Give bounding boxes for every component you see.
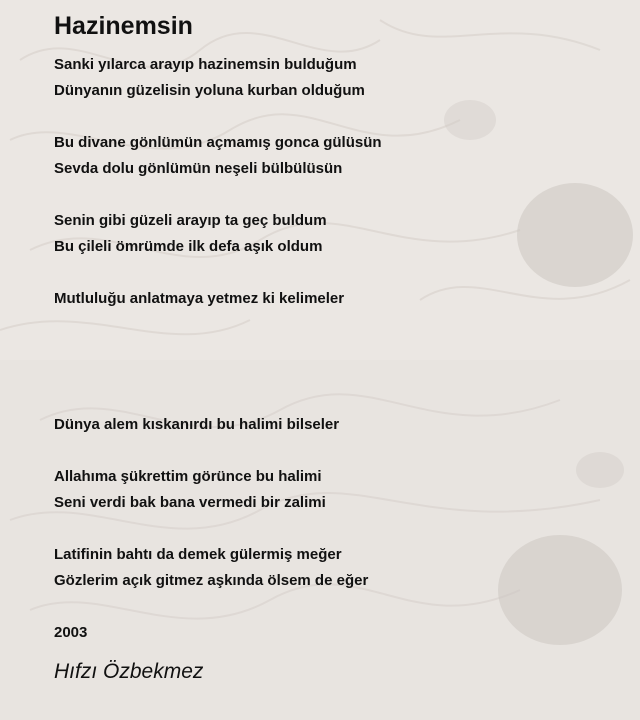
poem-line-9: Allahıma şükrettim görünce bu halimi <box>54 468 322 485</box>
poem-line-8: Dünya alem kıskanırdı bu halimi bilseler <box>54 416 340 433</box>
poem-line-12: Gözlerim açık gitmez aşkında ölsem de eğer <box>54 572 369 589</box>
poem-author: Hıfzı Özbekmez <box>54 660 204 683</box>
poem-line-10: Seni verdi bak bana vermedi bir zalimi <box>54 494 326 511</box>
poem-year: 2003 <box>54 624 88 641</box>
poem-line-4: Sevda dolu gönlümün neşeli bülbülüsün <box>54 160 343 177</box>
poem-line-7: Mutluluğu anlatmaya yetmez ki kelimeler <box>54 290 345 307</box>
poem-line-6: Bu çileli ömrümde ilk defa aşık oldum <box>54 238 323 255</box>
poem-line-11: Latifinin bahtı da demek gülermiş meğer <box>54 546 342 563</box>
poem-title: Hazinemsin <box>54 12 193 40</box>
poem-line-1: Sanki yılarca arayıp hazinemsin bulduğum <box>54 56 357 73</box>
poem-line-3: Bu divane gönlümün açmamış gonca gülüsün <box>54 134 382 151</box>
poem-line-2: Dünyanın güzelisin yoluna kurban olduğum <box>54 82 365 99</box>
poem-line-5: Senin gibi güzeli arayıp ta geç buldum <box>54 212 327 229</box>
